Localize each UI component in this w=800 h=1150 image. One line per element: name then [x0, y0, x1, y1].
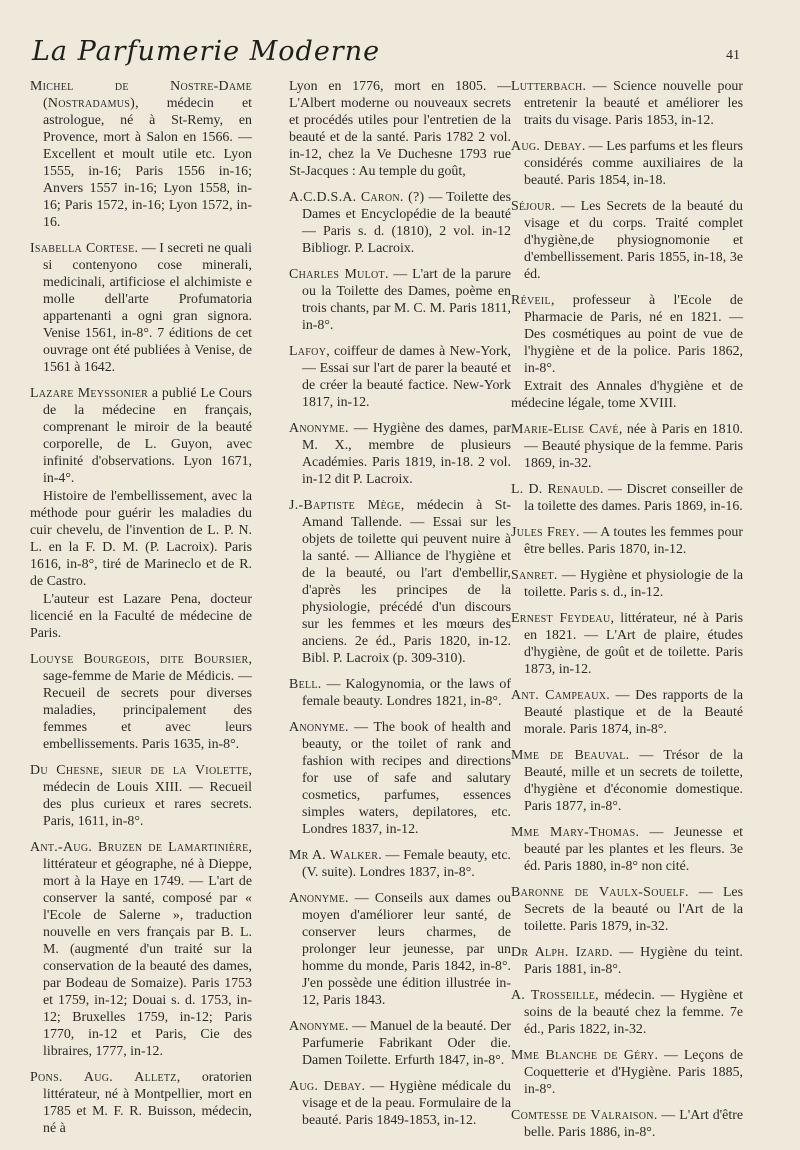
entry-author: Anonyme [289, 421, 346, 436]
entry-author: Aug. Debay [511, 139, 582, 154]
entry-text: , née à Paris en 1810. — Beauté physique de la femme. Paris 1869, in-32. [524, 422, 743, 471]
bibliography-entry [289, 189, 511, 257]
bibliography-entry [511, 292, 743, 377]
bibliography-entry [511, 944, 743, 978]
entry-author: Anonyme [289, 1019, 346, 1034]
entry-author: Comtesse de Valraison [511, 1108, 654, 1123]
entry-text: , littérateur, né à Paris en 1821. — L'Art de plaire, études d'hygiène, de goût et de toilette. Paris 1873, in-12. [524, 611, 744, 677]
bibliography-entry [30, 651, 252, 753]
entry-author: Anonyme [289, 720, 346, 735]
bibliography-columns [30, 78, 774, 1140]
entry-text: , médecin à St-Amand Tallende. — Essai sur les objets de toilette qui peuvent nuire à la santé. — Alliance de l'hygiène et de la beauté, ou l'art d'embellir, d'après les principes de la physiologie, précédé d'un discours sur les femmes et les mœurs des anciens. 2e éd., Paris 1820, in-12. Bibl. P. Lacroix (p. 309-310). [302, 498, 511, 666]
entry-author: Baronne de Vaulx-Souelf [511, 885, 685, 900]
bibliography-entry [289, 420, 511, 488]
bibliography-entry [511, 610, 743, 678]
bibliography-entry [511, 987, 743, 1038]
bibliography-entry [511, 824, 743, 875]
entry-author: Séjour [511, 199, 552, 214]
bibliography-entry [289, 1078, 511, 1129]
bibliography-entry [289, 719, 511, 838]
entry-author: A.C.D.S.A. Caron. (?) [289, 190, 425, 205]
entry-text: . — A toutes les femmes pour être belles. Paris 1870, in-12. [524, 525, 743, 557]
entry-author: Lutterbach [511, 79, 583, 94]
entry-author: A. Trosseille [511, 988, 596, 1003]
bibliography-entry [289, 847, 511, 881]
bibliography-entry [511, 481, 743, 515]
entry-author: Anonyme [289, 891, 346, 906]
entry-author: J.-Baptiste Mège [289, 498, 401, 513]
entry-author: Mme Mary-Thomas [511, 825, 636, 840]
entry-text: . — Hygiène des dames, par M. X., membre de plusieurs Académies. Paris 1819, in-18. 2 vol. in-12 dit P. Lacroix. [302, 421, 511, 487]
bibliography-entry [511, 138, 743, 189]
entry-author: L. D. Renauld [511, 482, 600, 497]
bibliography-entry [289, 343, 511, 411]
entry-author: Réveil [511, 293, 551, 308]
entry-author: Mme de Beauval [511, 748, 626, 763]
entry-text: . — The book of health and beauty, or the toilet of rank and fashion with recipes and directions for use of safe and salutary cosmetics, parfumes, essences simples waters, depilatores, etc. Londres 1837, in-12. [302, 720, 511, 837]
bibliography-entry [511, 747, 743, 815]
entry-author: Ant. Campeaux [511, 688, 607, 703]
bibliography-entry [30, 78, 252, 231]
entry-author: Jules Frey [511, 525, 576, 540]
entry-text: . — Leçons de Coquetterie et d'Hygiène. Paris 1885, in-8°. [524, 1048, 743, 1097]
column-2 [289, 78, 511, 1138]
entry-text: , professeur à l'Ecole de Pharmacie de Paris, né en 1821. — Des cosmétiques au point de vue de l'hygiène et de la police. Paris 1862, in-8°. [524, 293, 743, 376]
entry-author: Ant.-Aug. Bruzen de Lamartinière [30, 840, 249, 855]
entry-text: . — Kalogynomia, or the laws of female beauty. Londres 1821, in-8°. [302, 677, 511, 709]
entry-text: . — Discret conseiller de la toilette des dames. Paris 1869, in-16. [524, 482, 743, 514]
entry-author: Du Chesne, sieur de la Violette [30, 763, 249, 778]
entry-author: Pons. Aug. Alletz [30, 1070, 177, 1085]
bibliography-entry [30, 385, 252, 487]
entry-text: Histoire de l'embellissement, avec la méthode pour guérir les maladies du cuir chevelu, de l'invention de L. P. N. L. en la F. D. M. (P. Lacroix). Paris 1616, in-8°, tiré de Marineclo et de R. de Castro. [30, 489, 252, 589]
entry-text: , médecin et astrologue, né à St-Remy, en Provence, mort à Salon en 1566. — Excellent et moult utile etc. Lyon 1555, in-16; Paris 1556 in-16; Anvers 1557 in-16; Lyon 1558, in-16; Paris 1572, in-16; Lyon 1572, in-16. [43, 96, 252, 230]
entry-text: Extrait des Annales d'hygiène et de médecine légale, tome XVIII. [511, 379, 743, 411]
bibliography-entry [289, 78, 511, 180]
entry-author: Bell [289, 677, 318, 692]
page-number: 41 [726, 48, 740, 63]
entry-text: . — I secreti ne quali si contenyono cose minerali, medicinali, artificiose el alchimiste e molle dell'arte Profumatoria appartenanti a ogni gran signora. Venise 1561, in-8°. 7 éditions de cet ouvrage ont été publiées à Venise, de 1561 à 1642. [43, 241, 253, 375]
bibliography-entry [511, 687, 743, 738]
bibliography-entry [511, 524, 743, 558]
entry-author: Mr A. Walker [289, 848, 379, 863]
bibliography-entry [30, 1069, 252, 1137]
entry-text: . — L'Art d'être belle. Paris 1886, in-8°. [524, 1108, 743, 1140]
bibliography-entry [30, 591, 252, 642]
entry-text: . — Hygiène et physiologie de la toilette. Paris s. d., in-12. [524, 568, 743, 600]
entry-text: , sage-femme de Marie de Médicis. — Recueil de secrets pour diverses maladies, principalement des femmes et avec leurs embellissements. Paris 1635, in-8°. [43, 652, 252, 752]
bibliography-entry [511, 1047, 743, 1098]
entry-text: . — Hygiène du teint. Paris 1881, in-8°. [524, 945, 743, 977]
entry-text: Lyon en 1776, mort en 1805. — L'Albert moderne ou nouveaux secrets et procédés utiles pour l'entretien de la beauté et de la santé. Paris 1782 2 vol. in-12, chez la Ve Duchesne 1793 rue St-Jacques : Au temple du goût, [289, 79, 511, 179]
entry-text: . — Trésor de la Beauté, mille et un secrets de toilette, d'hygiène et d'économie domestique. Paris 1877, in-8°. [524, 748, 744, 814]
entry-text: . — L'art de la parure ou la Toilette des Dames, poème en trois chants, par M. C. M. Paris 1811, in-8°. [302, 267, 511, 333]
entry-text: . — Manuel de la beauté. Der Parfumerie Fabrikant Oder die. Damen Toilette. Erfurth 1847, in-8°. [302, 1019, 511, 1068]
entry-text: . — Les Secrets de la beauté du visage et du corps. Traité complet d'hygiène,de physiognomonie et d'embellissement. Paris 1855, in-18, 3e éd. [524, 199, 743, 282]
column-3 [511, 78, 743, 1150]
entry-text: , coiffeur de dames à New-York, — Essai sur l'art de parer la beauté et de créer la beauté factice. New-York 1817, in-12. [302, 344, 511, 410]
bibliography-entry [511, 198, 743, 283]
entry-text: — Toilette des Dames et Encyclopédie de la beauté — Paris s. d. (1810), 2 vol. in-12 Bibliogr. P. Lacroix. [302, 190, 511, 256]
entry-text: . — Des rapports de la Beauté plastique et de la Beauté morale. Paris 1874, in-8°. [524, 688, 744, 737]
page-header [32, 36, 740, 76]
entry-author: Louyse Bourgeois, dite Boursier [30, 652, 249, 667]
entry-text: . — Hygiène médicale du visage et de la peau. Formulaire de la beauté. Paris 1849-1853, in-12. [302, 1079, 511, 1128]
entry-author: Aug. Debay [289, 1079, 362, 1094]
entry-text: , médecin. — Hygiène et soins de la beauté chez la femme. 7e éd., Paris 1822, in-32. [524, 988, 743, 1037]
entry-text: , médecin de Louis XIII. — Recueil des plus curieux et rares secrets. Paris, 1611, in-8°. [43, 763, 252, 829]
entry-author: Ernest Feydeau [511, 611, 611, 626]
entry-author: Sanret [511, 568, 554, 583]
entry-author: Isabella Cortese [30, 241, 135, 256]
entry-text: . — Science nouvelle pour entretenir la beauté et améliorer les traits du visage. Paris 1853, in-12. [524, 79, 743, 128]
bibliography-entry [30, 240, 252, 376]
entry-text: , oratorien littérateur, né à Montpellier, mort en 1785 et M. F. R. Buisson, médecin, né à [43, 1070, 252, 1136]
running-title: La Parfumerie Moderne [32, 36, 381, 67]
bibliography-entry [289, 1018, 511, 1069]
bibliography-entry [289, 890, 511, 1009]
bibliography-entry [511, 378, 743, 412]
column-1 [30, 78, 252, 1146]
bibliography-entry [511, 421, 743, 472]
entry-author: Lafoy [289, 344, 327, 359]
entry-author: Michel de Nostre-Dame (Nostradamus) [30, 79, 252, 111]
entry-text: L'auteur est Lazare Pena, docteur licencié en la Faculté de médecine de Paris. [30, 592, 252, 641]
entry-author: Mme Blanche de Géry [511, 1048, 655, 1063]
entry-text: . — Les parfums et les fleurs considérés comme auxiliaires de la beauté. Paris 1854, in-18. [524, 139, 743, 188]
entry-author: Marie-Elise Cavé [511, 422, 619, 437]
bibliography-entry [511, 884, 743, 935]
bibliography-entry [30, 488, 252, 590]
entry-author: Lazare Meyssonier [30, 386, 149, 401]
entry-text: . — Female beauty, etc. (V. suite). Londres 1837, in-8°. [302, 848, 511, 880]
entry-text: . — Conseils aux dames ou moyen d'améliorer leur santé, de conserver leurs charmes, de prolonger leur jeunesse, par un homme du monde, Paris 1842, in-8°. J'en possède une édition illustrée in-12, Paris 1843. [302, 891, 511, 1008]
bibliography-entry [511, 567, 743, 601]
bibliography-entry [30, 762, 252, 830]
entry-text: , littérateur et géographe, né à Dieppe, mort à la Haye en 1749. — L'art de conserver la santé, composé par « l'Ecole de Salerne », traduction nouvelle en vers français par B. L. M. (augmenté d'un traité sur la conservation de la beauté des dames, par Bodeau de Somaize). Paris 1753 et 1759, in-12; Douai s. d. 1753, in-12; Bruxelles 1759, in-12; Paris 1770, in-12 et Paris, Cie des libraires, 1777, in-12. [43, 840, 252, 1059]
bibliography-entry [30, 839, 252, 1060]
entry-author: Charles Mulot [289, 267, 385, 282]
entry-author: Dr Alph. Izard [511, 945, 610, 960]
entry-text: . — Jeunesse et beauté par les plantes et les fleurs. 3e éd. Paris 1880, in-8° non cité. [524, 825, 743, 874]
entry-text: . — Les Secrets de la beauté ou l'Art de la toilette. Paris 1879, in-32. [524, 885, 743, 934]
bibliography-entry [289, 497, 511, 667]
bibliography-entry [289, 676, 511, 710]
bibliography-entry [289, 266, 511, 334]
bibliography-entry [511, 78, 743, 129]
entry-text: a publié Le Cours de la médecine en français, comprenant le miroir de la beauté corporelle, de L. Guyon, avec infinité d'observations. Lyon 1671, in-4°. [43, 386, 252, 486]
bibliography-entry [511, 1107, 743, 1141]
